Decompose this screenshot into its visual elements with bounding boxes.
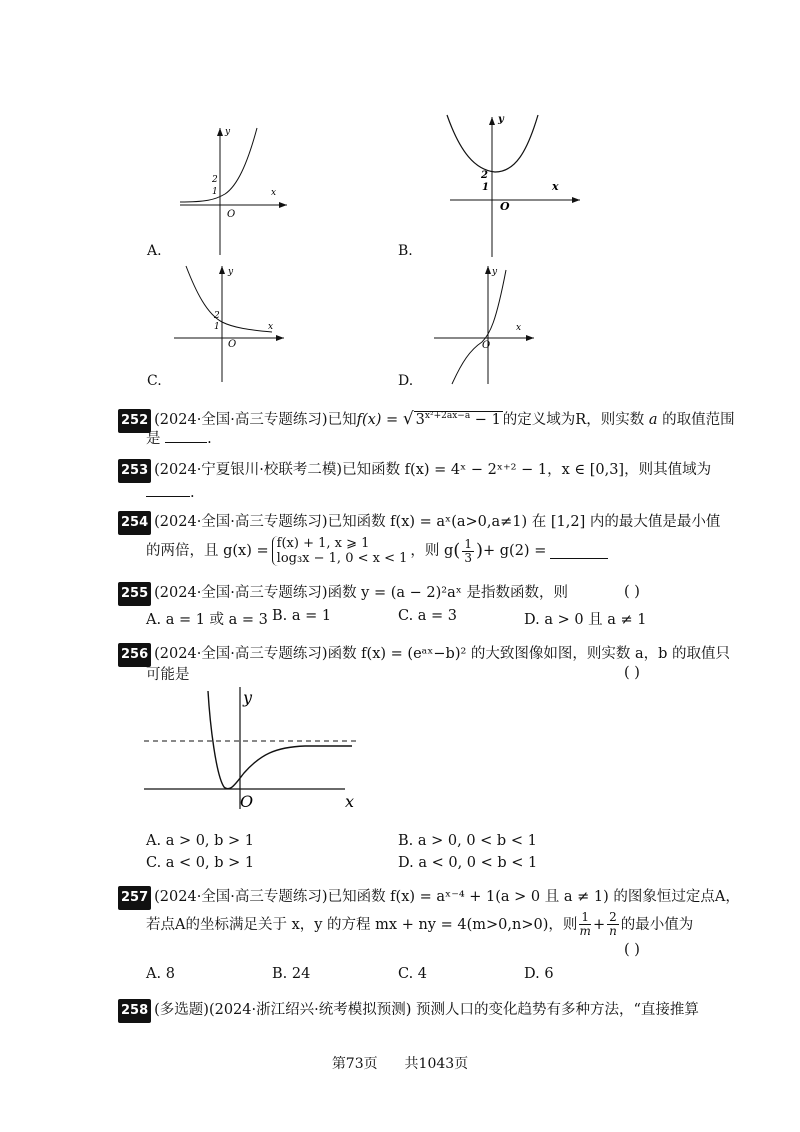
question-254: 254 (2024·全国·高三专题练习)已知函数 f(x) = aˣ(a>0,a≠1) 在 [1,2] 内的最大值是最小值	[118, 511, 720, 535]
fraction: $\frac{1}{m}$	[579, 910, 591, 938]
svg-text:x: x	[552, 180, 559, 193]
svg-text:O: O	[227, 209, 236, 220]
svg-text:2: 2	[212, 175, 218, 185]
answer-paren[interactable]: ( )	[624, 584, 640, 600]
graph-a-label[interactable]: A.	[147, 243, 162, 259]
answer-blank[interactable]	[165, 428, 207, 443]
svg-text:x: x	[271, 188, 277, 198]
piecewise-function: f(x) + 1, x ⩾ 1 log₃x − 1, 0 < x < 1	[272, 536, 408, 566]
svg-text:y: y	[243, 688, 253, 707]
option-c[interactable]: C. 4	[398, 966, 428, 982]
svg-text:O: O	[482, 340, 491, 351]
option-d[interactable]: D. a > 0 且 a ≠ 1	[524, 612, 647, 628]
svg-text:y: y	[228, 267, 234, 277]
svg-text:y: y	[225, 127, 231, 137]
question-number: 253	[118, 459, 151, 483]
graph-c	[172, 262, 292, 388]
svg-text:2: 2	[481, 170, 488, 181]
graph-256	[140, 685, 370, 819]
graph-d-label[interactable]: D.	[398, 373, 414, 389]
graph-a	[175, 120, 295, 264]
fraction: $\frac{2}{n}$	[609, 910, 617, 938]
answer-blank[interactable]	[550, 544, 608, 559]
question-number: 254	[118, 511, 151, 535]
fraction: $\frac{1}{3}$	[464, 536, 472, 565]
option-a[interactable]: A. a > 0, b > 1	[146, 833, 255, 849]
svg-text:O: O	[228, 339, 237, 350]
graph-b	[435, 112, 585, 266]
page-footer	[0, 1053, 800, 1073]
question-258: 258 (多选题)(2024·浙江绍兴·统考模拟预测) 预测人口的变化趋势有多种方法，“直接推算	[118, 999, 699, 1023]
question-253: 253 (2024·宁夏银川·校联考二模)已知函数 f(x) = 4ˣ − 2ˣ⁺² − 1，x ∈ [0,3]，则其值域为	[118, 459, 711, 483]
option-b[interactable]: B. a > 0, 0 < b < 1	[398, 833, 537, 849]
question-253-line2: .	[146, 482, 195, 504]
question-255: 255 (2024·全国·高三专题练习)函数 y = (a − 2)²aˣ 是指数函数，则	[118, 582, 568, 606]
question-256-line2: 可能是	[146, 667, 190, 683]
option-c[interactable]: C. a < 0, b > 1	[146, 855, 255, 871]
question-257: 257 (2024·全国·高三专题练习)已知函数 f(x) = aˣ⁻⁴ + 1(a > 0 且 a ≠ 1) 的图象恒过定点A，	[118, 886, 740, 910]
option-b[interactable]: B. a = 1	[272, 608, 332, 624]
svg-text:y: y	[498, 114, 504, 125]
graph-d	[432, 262, 542, 391]
option-a[interactable]: A. a = 1 或 a = 3	[146, 612, 268, 628]
svg-text:1: 1	[482, 182, 489, 193]
svg-text:2: 2	[214, 311, 220, 321]
question-257-line2: 若点A的坐标满足关于 x，y 的方程 mx + ny = 4(m>0,n>0)，则 $\frac{1}{m}$ + $\frac{2}{n}$ 的最小值为	[146, 910, 694, 938]
svg-text:1: 1	[212, 187, 218, 197]
option-a[interactable]: A. 8	[146, 966, 175, 982]
option-d[interactable]: D. 6	[524, 966, 554, 982]
answer-paren[interactable]: ( )	[624, 665, 640, 681]
graph-b-label[interactable]: B.	[398, 243, 413, 259]
question-number: 252	[118, 409, 151, 433]
radical: √	[402, 408, 414, 429]
svg-text:O: O	[500, 200, 510, 213]
page-total: 共1043页	[404, 1056, 469, 1072]
question-number: 255	[118, 582, 151, 606]
question-number: 256	[118, 643, 151, 667]
svg-text:x: x	[516, 323, 522, 333]
option-c[interactable]: C. a = 3	[398, 608, 458, 624]
question-256: 256 (2024·全国·高三专题练习)函数 f(x) = (eᵃˣ−b)² 的大致图像如图，则实数 a，b 的取值只	[118, 643, 730, 667]
option-d[interactable]: D. a < 0, 0 < b < 1	[398, 855, 538, 871]
svg-text:x: x	[345, 792, 355, 811]
option-b[interactable]: B. 24	[272, 966, 311, 982]
graph-c-label[interactable]: C.	[147, 373, 162, 389]
question-number: 258	[118, 999, 151, 1023]
svg-text:O: O	[240, 792, 254, 811]
svg-text:1: 1	[214, 322, 220, 332]
svg-text:x: x	[268, 322, 274, 332]
question-252-line2: 是 .	[146, 428, 212, 450]
page-number: 第73页	[331, 1056, 378, 1072]
question-252: 252 (2024·全国·高三专题练习)已知f(x) = √ $3^{x^2+2ax-a} - 1$ 的定义域为R，则实数 a 的取值范围	[118, 405, 735, 433]
answer-blank[interactable]	[146, 482, 190, 497]
question-254-line2: 的两倍，且 g(x) = f(x) + 1, x ⩾ 1 log₃x − 1, 0 < x < 1 ，则 g ( $\frac{1}{3}$ ) + g(2) =	[146, 536, 608, 566]
svg-text:y: y	[492, 267, 498, 277]
question-number: 257	[118, 886, 151, 910]
answer-paren[interactable]: ( )	[624, 942, 640, 958]
